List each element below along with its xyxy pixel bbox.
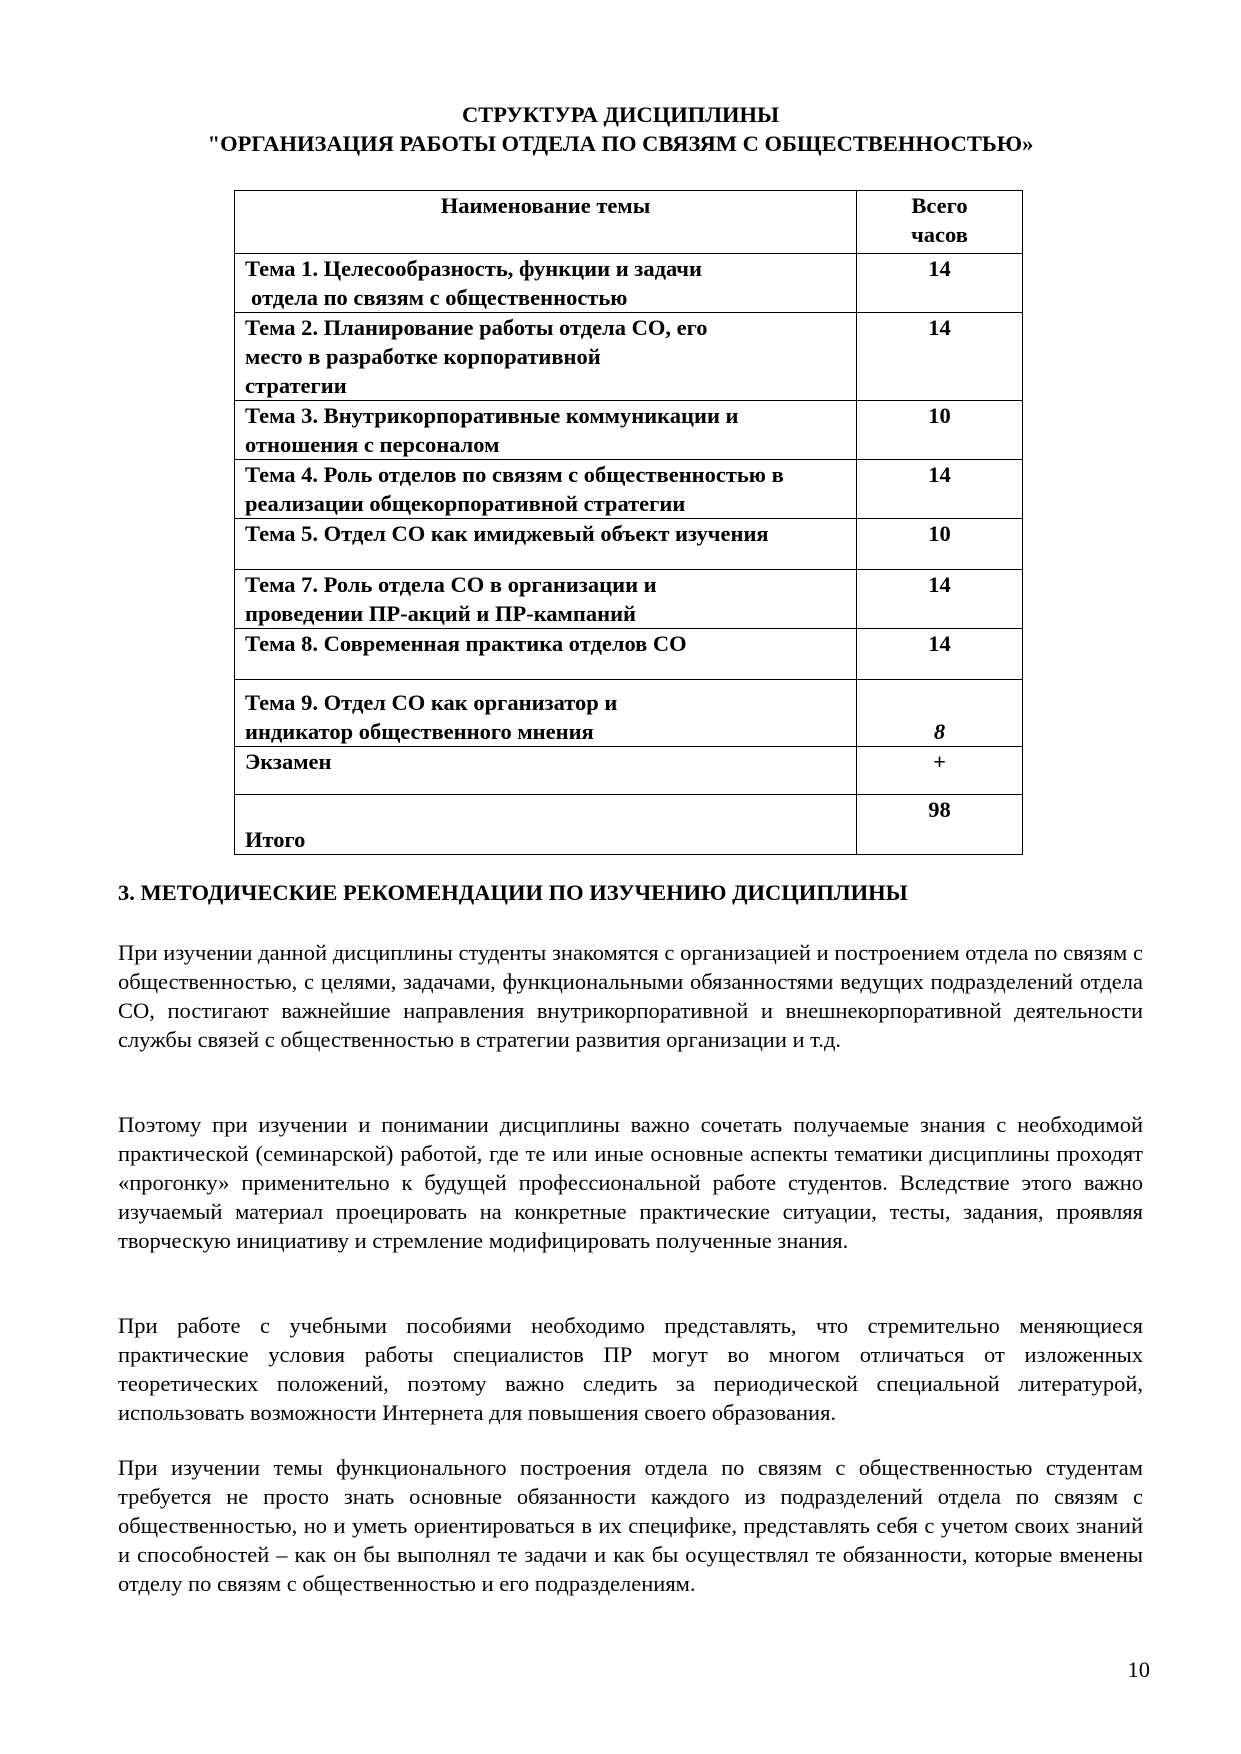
header-hours-line-2: часов <box>911 222 968 247</box>
topic-hours: 14 <box>857 254 1023 313</box>
exam-label <box>235 747 857 795</box>
document-title <box>0 100 1241 158</box>
topic-hours: 14 <box>857 313 1023 401</box>
topic-line: Тема 7. Роль отдела СО в организации и <box>245 572 657 597</box>
topic-line: отношения с персоналом <box>245 432 500 457</box>
topic-name <box>235 680 857 747</box>
table-row <box>235 680 1023 747</box>
topic-line: стратегии <box>245 373 347 398</box>
header-topic-name: Наименование темы <box>235 191 857 254</box>
topic-hours: 14 <box>857 570 1023 629</box>
discipline-structure-table <box>234 190 1023 855</box>
total-label <box>235 795 857 855</box>
exam-mark: + <box>857 747 1023 795</box>
topic-hours: 10 <box>857 519 1023 570</box>
topic-hours: 8 <box>857 680 1023 747</box>
table-row <box>235 254 1023 313</box>
section-heading: 3. МЕТОДИЧЕСКИЕ РЕКОМЕНДАЦИИ ПО ИЗУЧЕНИЮ ДИСЦИПЛИНЫ <box>118 880 908 905</box>
topic-line: Итого <box>245 827 306 852</box>
topic-line: проведении ПР-акций и ПР-кампаний <box>245 601 636 626</box>
table-row <box>235 313 1023 401</box>
topic-line: Тема 9. Отдел СО как организатор и <box>245 690 618 715</box>
topic-name <box>235 313 857 401</box>
title-line-2: "ОРГАНИЗАЦИЯ РАБОТЫ ОТДЕЛА ПО СВЯЗЯМ С ОБЩЕСТВЕННОСТЬЮ» <box>207 131 1034 156</box>
topic-line: реализации общекорпоративной стратегии <box>245 491 686 516</box>
topic-line: Тема 2. Планирование работы отдела СО, его <box>245 315 708 340</box>
table-header-row <box>235 191 1023 254</box>
header-total-hours <box>857 191 1023 254</box>
topic-name <box>235 254 857 313</box>
table-total-row <box>235 795 1023 855</box>
table-row <box>235 570 1023 629</box>
topic-name <box>235 570 857 629</box>
total-hours: 98 <box>857 795 1023 855</box>
table-row <box>235 401 1023 460</box>
topic-hours: 14 <box>857 629 1023 680</box>
page-number: 10 <box>1127 1657 1150 1682</box>
paragraph: При работе с учебными пособиями необходимо представлять, что стремительно меняющиеся практические условия работы специалистов ПР могут во многом отличаться от изложенных теоретических положений, поэтому важно следить за периодической специальной литературой, использовать возможности Интернета для повышения своего образования. <box>118 1313 1143 1425</box>
topic-name <box>235 519 857 570</box>
topic-line: индикатор общественного мнения <box>245 719 594 744</box>
title-line-1: СТРУКТУРА ДИСЦИПЛИНЫ <box>461 102 780 127</box>
paragraph: При изучении данной дисциплины студенты знакомятся с организацией и построением отдела по связям с общественностью, с целями, задачами, функциональными обязанностями ведущих подразделений отдела СО, постигают важнейшие направления внутрикорпоративной и внешнекорпоративной деятельности службы связей с общественностью в стратегии развития организации и т.д. <box>118 940 1143 1052</box>
table-row <box>235 519 1023 570</box>
table-row <box>235 460 1023 519</box>
topic-line: Экзамен <box>245 749 332 774</box>
topic-hours: 14 <box>857 460 1023 519</box>
topic-line: Тема 3. Внутрикорпоративные коммуникации и <box>245 403 739 428</box>
topic-hours: 10 <box>857 401 1023 460</box>
paragraph: При изучении темы функционального построения отдела по связям с общественностью студентам требуется не просто знать основные обязанности каждого из подразделений отдела по связям с общественностью, но и уметь ориентироваться в их специфике, представлять себя с учетом своих знаний и способностей – как он бы выполнял те задачи и как бы осуществлял те обязанности, которые вменены отделу по связям с общественностью и его подразделениям. <box>118 1455 1143 1596</box>
topic-line: Тема 4. Роль отделов по связям с общественностью в <box>245 462 784 487</box>
topic-line: Тема 1. Целесообразность, функции и задачи <box>245 256 702 281</box>
table-row <box>235 747 1023 795</box>
topic-line: Тема 8. Современная практика отделов СО <box>245 631 687 656</box>
topic-name <box>235 460 857 519</box>
topic-name <box>235 629 857 680</box>
topic-line: место в разработке корпоративной <box>245 344 601 369</box>
topic-name <box>235 401 857 460</box>
topic-line: Тема 5. Отдел СО как имиджевый объект изучения <box>245 521 769 546</box>
header-hours-line-1: Всего <box>911 193 968 218</box>
topic-line: отдела по связям с общественностью <box>251 285 628 310</box>
paragraph: Поэтому при изучении и понимании дисциплины важно сочетать получаемые знания с необходимой практической (семинарской) работой, где те или иные основные аспекты тематики дисциплины проходят «прогонку» применительно к будущей профессиональной работе студентов. Вследствие этого важно изучаемый материал проецировать на конкретные практические ситуации, тесты, задания, проявляя творческую инициативу и стремление модифицировать полученные знания. <box>118 1112 1143 1253</box>
table-row <box>235 629 1023 680</box>
